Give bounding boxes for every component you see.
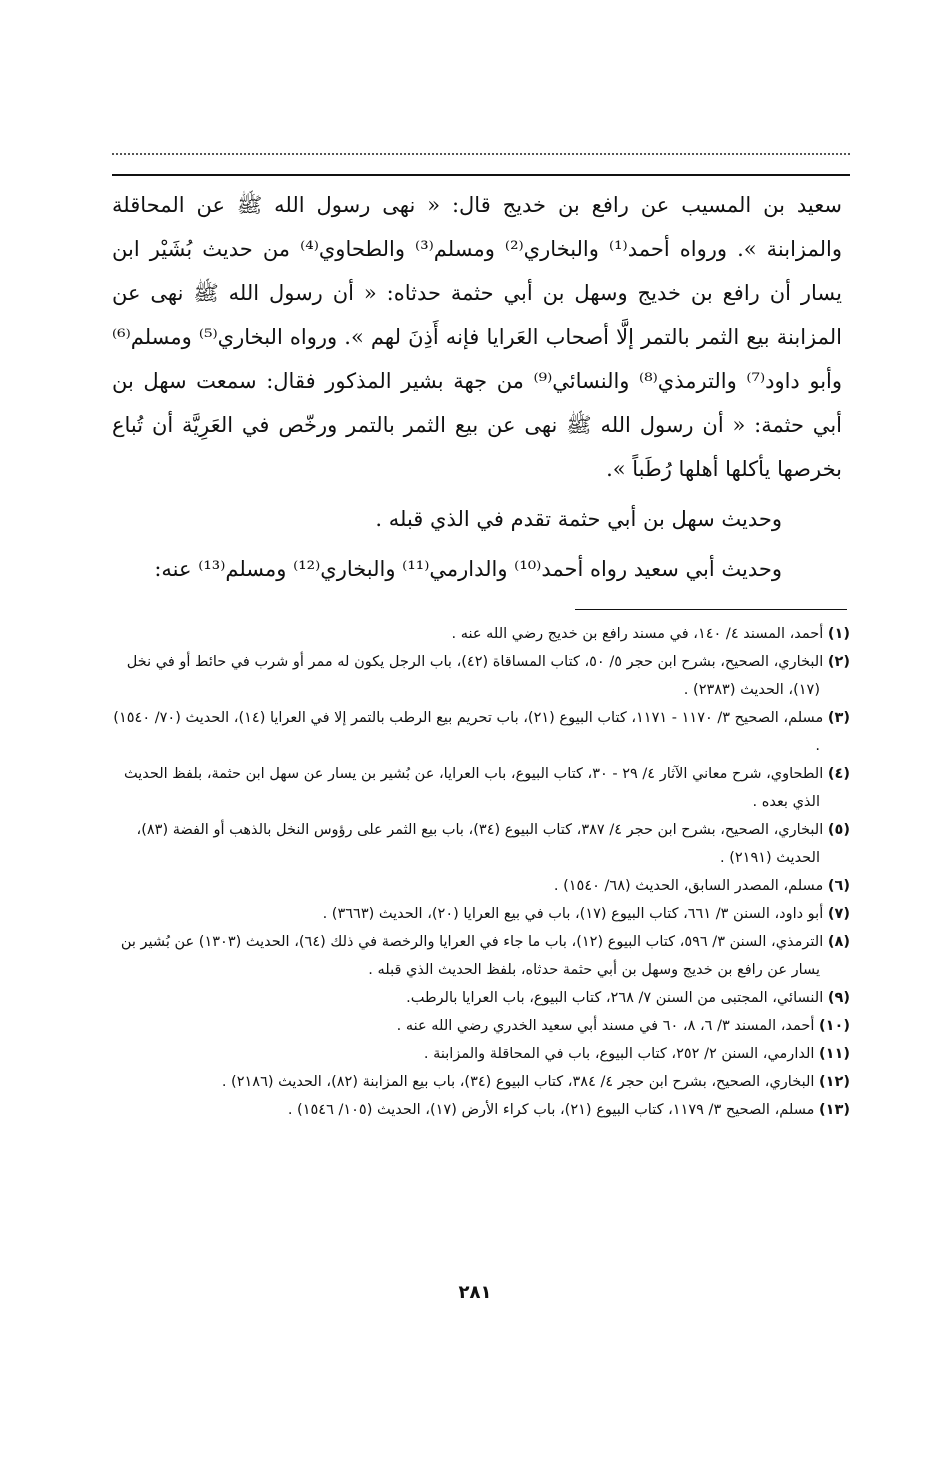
header-solid-rule (112, 174, 850, 176)
footnote-1: (١) أحمد، المسند ٤/ ١٤٠، في مسند رافع بن خديج رضي الله عنه . (451, 626, 850, 642)
paragraph-sahl-note: وحديث سهل بن أبي حثمة تقدم في الذي قبله . (375, 507, 782, 531)
footnote-10: (١٠) أحمد، المسند ٣/ ٦، ٨، ٦٠ في مسند أبي سعيد الخدري رضي الله عنه . (396, 1018, 850, 1034)
footnote-11: (١١) الدارمي، السنن ٢/ ٢٥٢، كتاب البيوع، باب في المحاقلة والمزابنة . (423, 1046, 850, 1062)
page-number: ٢٨١ (458, 1282, 492, 1303)
main-text (112, 183, 842, 591)
footnote-7: (٧) أبو داود، السنن ٣/ ٦٦١، كتاب البيوع (١٧)، باب في بيع العرايا (٢٠)، الحديث (٣٦٦٣) . (322, 906, 850, 922)
header-dotted-rule (112, 153, 850, 155)
footnotes (112, 620, 850, 1124)
footnote-4: (٤) الطحاوي، شرح معاني الآثار ٤/ ٢٩ - ٣٠، كتاب البيوع، باب العرايا، عن بُشير بن يسار عن سهل ابن حثمة، بلفظ الحديث الذي بعده . (123, 766, 850, 810)
paragraph-abu-said: وحديث أبي سعيد رواه أحمد⁽¹⁰⁾ والدارمي⁽¹¹⁾ والبخاري⁽¹²⁾ ومسلم⁽¹³⁾ عنه: (154, 557, 782, 581)
footnote-6: (٦) مسلم، المصدر السابق، الحديث (٦٨/ ١٥٤٠) . (553, 878, 850, 894)
footnote-9: (٩) النسائي، المجتبى من السنن ٧/ ٢٦٨، كتاب البيوع، باب العرايا بالرطب. (406, 990, 850, 1006)
footnote-8: (٨) الترمذي، السنن ٣/ ٥٩٦، كتاب البيوع (١٢)، باب ما جاء في العرايا والرخصة في ذلك (٦٤)، الحديث (١٣٠٣) عن بُشير بن يسار عن رافع بن خديج وسهل بن أبي حثمة حدثاه، بلفظ الحديث الذي قبله . (120, 934, 850, 978)
footnote-13: (١٣) مسلم، الصحيح ٣/ ١١٧٩، كتاب البيوع (٢١)، باب كراء الأرض (١٧)، الحديث (١٠٥/ ١٥٤٦) . (287, 1102, 850, 1118)
footnote-3: (٣) مسلم، الصحيح ٣/ ١١٧٠ - ١١٧١، كتاب البيوع (٢١)، باب تحريم بيع الرطب بالتمر إلا في العرايا (١٤)، الحديث (٧٠/ ١٥٤٠) . (113, 710, 850, 754)
footnote-separator (575, 609, 847, 610)
paragraph-hadith-sources: سعيد بن المسيب عن رافع بن خديج قال: « نهى رسول الله ﷺ عن المحاقلة والمزابنة ». ورواه أحمد⁽¹⁾ والبخاري⁽²⁾ ومسلم⁽³⁾ والطحاوي⁽⁴⁾ من حديث بُشَيْر ابن يسار أن رافع بن خديج وسهل بن أبي حثمة حدثاه: « أن رسول الله ﷺ نهى عن المزابنة بيع الثمر بالتمر إلَّا أصحاب العَرايا فإنه أَذِنَ لهم ». ورواه البخاري⁽⁵⁾ ومسلم⁽⁶⁾ وأبو داود⁽⁷⁾ والترمذي⁽⁸⁾ والنسائي⁽⁹⁾ من جهة بشير المذكور فقال: سمعت سهل بن أبي حثمة: « أن رسول الله ﷺ نهى عن بيع الثمر بالتمر ورخّص في العَرِيَّة أن تُباع بخرصها يأكلها أهلها رُطَباً ». (112, 193, 843, 481)
footnote-2: (٢) البخاري، الصحيح، بشرح ابن حجر ٥/ ٥٠، كتاب المساقاة (٤٢)، باب الرجل يكون له ممر أو شرب في حائط أو في نخل (١٧)، الحديث (٢٣٨٣) . (126, 654, 850, 698)
footnote-5: (٥) البخاري، الصحيح، بشرح ابن حجر ٤/ ٣٨٧، كتاب البيوع (٣٤)، باب بيع الثمر على رؤوس النخل بالذهب أو الفضة (٨٣)، الحديث (٢١٩١) . (136, 822, 850, 866)
footnote-12: (١٢) البخاري، الصحيح، بشرح ابن حجر ٤/ ٣٨٤، كتاب البيوع (٣٤)، باب بيع المزابنة (٨٢)، الحديث (٢١٨٦) . (221, 1074, 850, 1090)
